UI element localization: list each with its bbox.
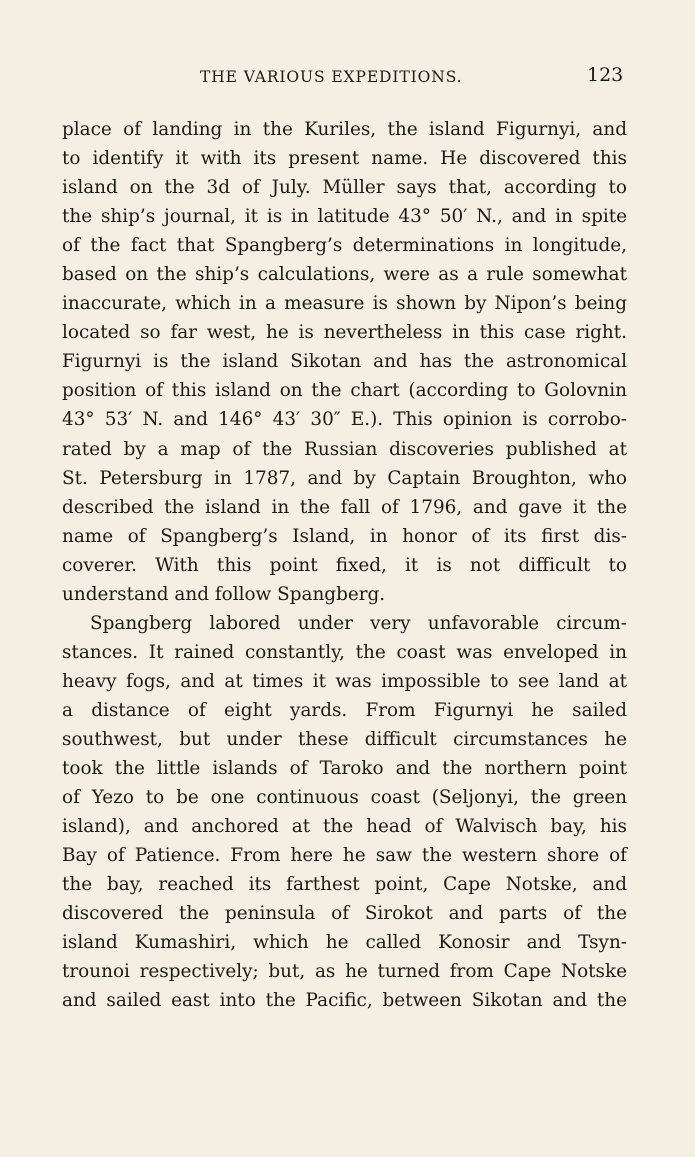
text-line: Figurnyi is the island Sikotan and has the astronomical: [62, 351, 627, 373]
page-number: 123: [587, 64, 624, 86]
text-line: rated by a map of the Russian discoveries published at: [62, 438, 627, 460]
text-line: place of landing in the Kuriles, the island Figurnyi, and: [62, 119, 627, 140]
text-line: to identify it with its present name. He discovered this: [62, 148, 627, 170]
text-line: Spangberg labored under very unfavorable circum-: [90, 612, 627, 634]
text-line: stances. It rained constantly, the coast was enveloped in: [62, 641, 627, 663]
text-line: 43° 53′ N. and 146° 43′ 30″ E.). This opinion is corrobo-: [62, 409, 627, 431]
text-line: island Kumashiri, which he called Konosir and Tsyn-: [62, 932, 627, 954]
text-line: heavy fogs, and at times it was impossible to see land at: [62, 670, 627, 692]
text-line: located so far west, he is nevertheless in this case right.: [62, 322, 627, 344]
text-line: and sailed east into the Pacific, between Sikotan and the: [62, 990, 627, 1012]
text-line: discovered the peninsula of Sirokot and parts of the: [62, 903, 627, 925]
running-title: THE VARIOUS EXPEDITIONS.: [200, 68, 463, 86]
text-line: based on the ship’s calculations, were as a rule somewhat: [62, 264, 627, 286]
text-line: St. Petersburg in 1787, and by Captain Broughton, who: [62, 467, 627, 489]
text-line: southwest, but under these difficult circumstances he: [62, 728, 627, 750]
text-line: island on the 3d of July. Müller says that, according to: [62, 177, 627, 199]
text-line: position of this island on the chart (according to Golovnin: [62, 380, 627, 402]
text-line: took the little islands of Taroko and the northern point: [62, 758, 627, 780]
text-line: Bay of Patience. From here he saw the western shore of: [62, 845, 627, 867]
text-line: name of Spangberg’s Island, in honor of its first dis-: [62, 525, 627, 547]
text-line: understand and follow Spangberg.: [62, 583, 386, 605]
text-line: a distance of eight yards. From Figurnyi he sailed: [62, 699, 627, 721]
text-line: the ship’s journal, it is in latitude 43° 50′ N., and in spite: [62, 206, 627, 228]
text-line: the bay, reached its farthest point, Cape Notske, and: [62, 874, 627, 896]
text-line: trounoi respectively; but, as he turned from Cape Notske: [62, 961, 627, 983]
text-line: inaccurate, which in a measure is shown by Nipon’s being: [62, 293, 627, 315]
text-line: of the fact that Spangberg’s determinations in longitude,: [62, 235, 627, 257]
text-line: of Yezo to be one continuous coast (Seljonyi, the green: [62, 787, 627, 809]
text-line: described the island in the fall of 1796, and gave it the: [62, 496, 627, 518]
body-text: [62, 115, 627, 1015]
text-line: coverer. With this point fixed, it is not difficult to: [62, 554, 627, 576]
text-line: island), and anchored at the head of Walvisch bay, his: [62, 816, 627, 838]
